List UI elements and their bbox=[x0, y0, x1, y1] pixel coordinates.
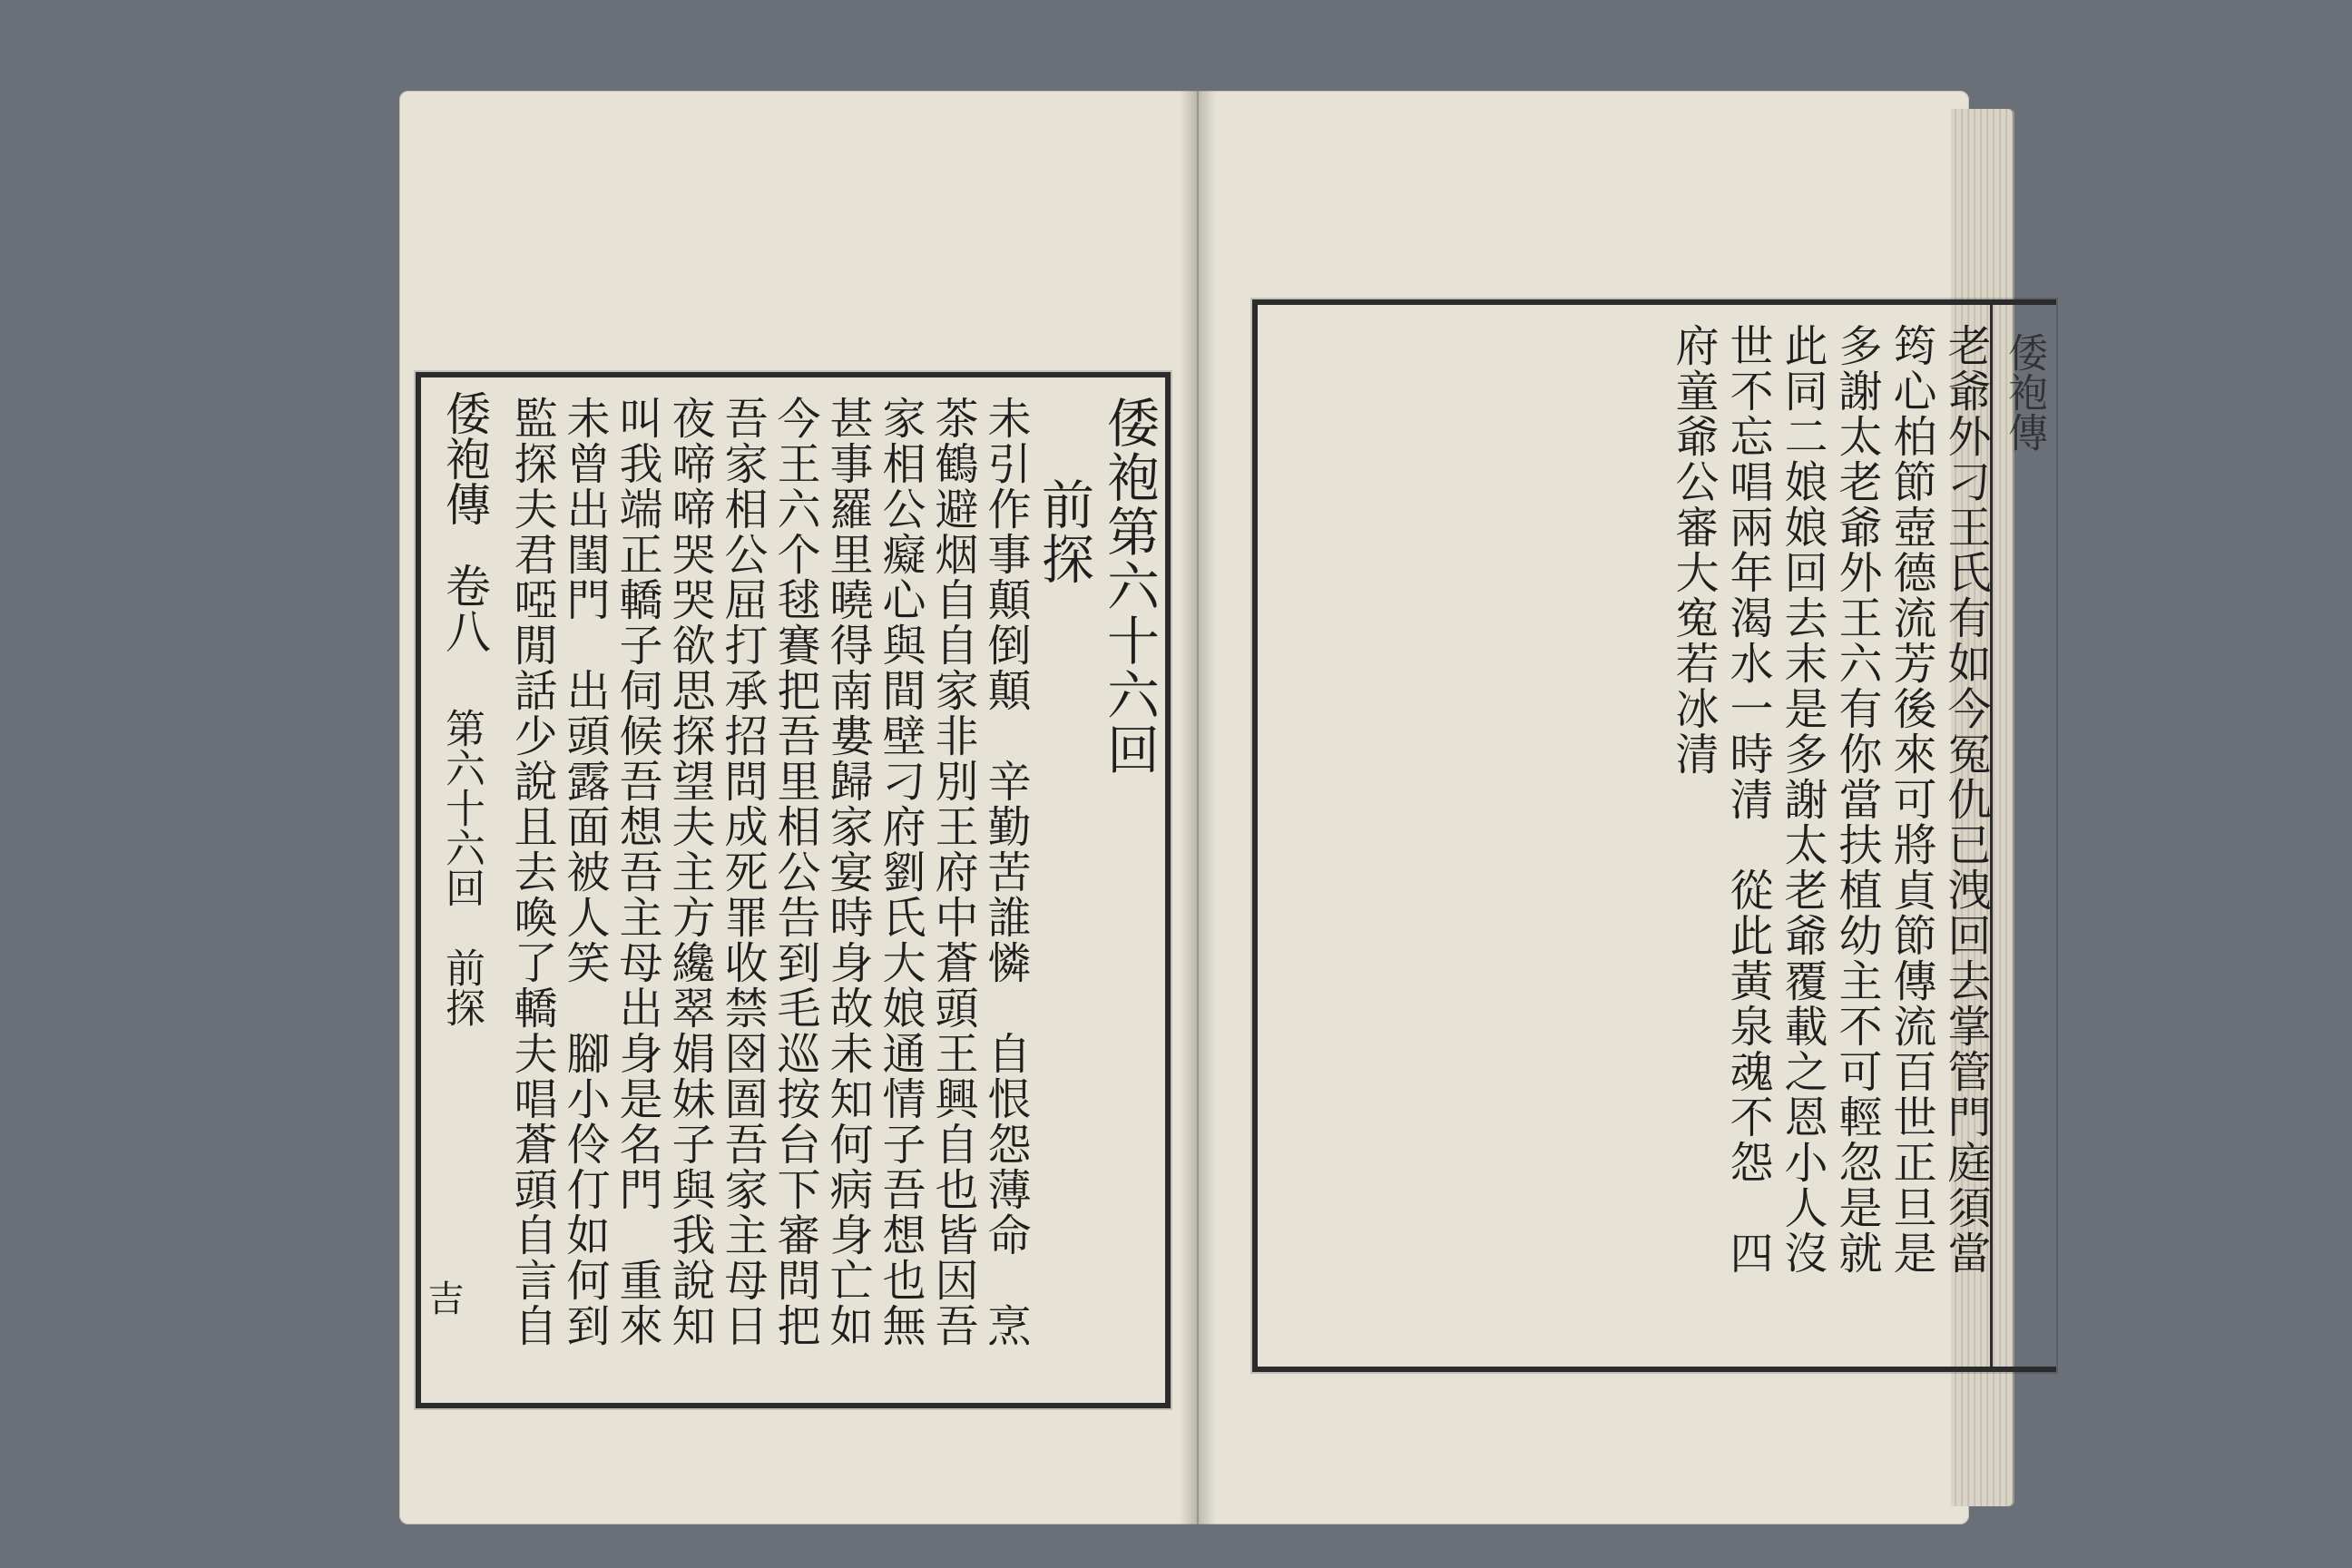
leaf-number: 吉 bbox=[422, 1279, 464, 1316]
text-line: 未引作事顛倒顛 辛勤苦誰憐 自恨怨薄命 烹 bbox=[980, 396, 1031, 1348]
frame-divider bbox=[421, 377, 426, 1403]
left-text-frame bbox=[416, 372, 1171, 1408]
text-line: 世不忘唱兩年渴水一時清 從此黃泉魂不怨 四 bbox=[1722, 323, 1773, 1276]
left-margin-title: 倭袍傳 bbox=[438, 390, 491, 526]
left-margin-chapter: 第六十六回 前探 bbox=[438, 708, 485, 1027]
text-line: 夜啼啼哭哭欲思探望夫主方纔翠娟妹子與我說知 bbox=[664, 396, 715, 1348]
text-line: 未曾出閨門 出頭露面被人笑 腳小伶仃如何到 bbox=[559, 396, 610, 1348]
text-line: 今王六个毬賽把吾里相公告到毛巡按台下審問把 bbox=[769, 396, 820, 1348]
book-gutter bbox=[1180, 91, 1216, 1524]
fold-strip bbox=[1990, 305, 2056, 1367]
right-text-frame bbox=[1252, 299, 2056, 1372]
text-line: 監探夫君啞閒話少說且去喚了轎夫唱蒼頭自言自 bbox=[506, 396, 557, 1348]
right-margin-title: 倭袍傳 bbox=[2001, 332, 2047, 452]
text-line: 茶鶴避烟自自家非別王府中蒼頭王興自也皆因吾 bbox=[927, 396, 978, 1348]
text-line: 此同二娘娘回去末是多謝太老爺覆載之恩小人沒 bbox=[1777, 323, 1828, 1276]
text-line: 甚事羅里曉得南婁歸家宴時身故未知何病身亡如 bbox=[822, 396, 873, 1348]
text-line: 老爺外刁王氏有如今冤仇已洩回去掌管門庭須當 bbox=[1940, 323, 1991, 1276]
chapter-heading: 倭袍第六十六回 bbox=[1098, 396, 1160, 777]
open-book bbox=[399, 91, 2047, 1534]
text-line: 家相公癡心與間壁刁府劉氏大娘通情子吾想也無 bbox=[875, 396, 926, 1348]
left-margin-volume: 卷八 bbox=[438, 563, 491, 653]
text-line: 吾家相公屈打承招問成死罪收禁囹圄吾家主母日 bbox=[717, 396, 768, 1348]
text-line: 筠心柏節壺德流芳後來可將貞節傳流百世正旦是 bbox=[1886, 323, 1936, 1276]
text-line: 府童爺公審大寃若冰清 bbox=[1668, 323, 1719, 777]
section-heading: 前探 bbox=[1033, 477, 1094, 586]
text-line: 多謝太老爺外王六有你當扶植幼主不可輕忽是就 bbox=[1831, 323, 1882, 1276]
text-line: 叫我端正轎子伺候吾想吾主母出身是名門 重來 bbox=[612, 396, 662, 1348]
